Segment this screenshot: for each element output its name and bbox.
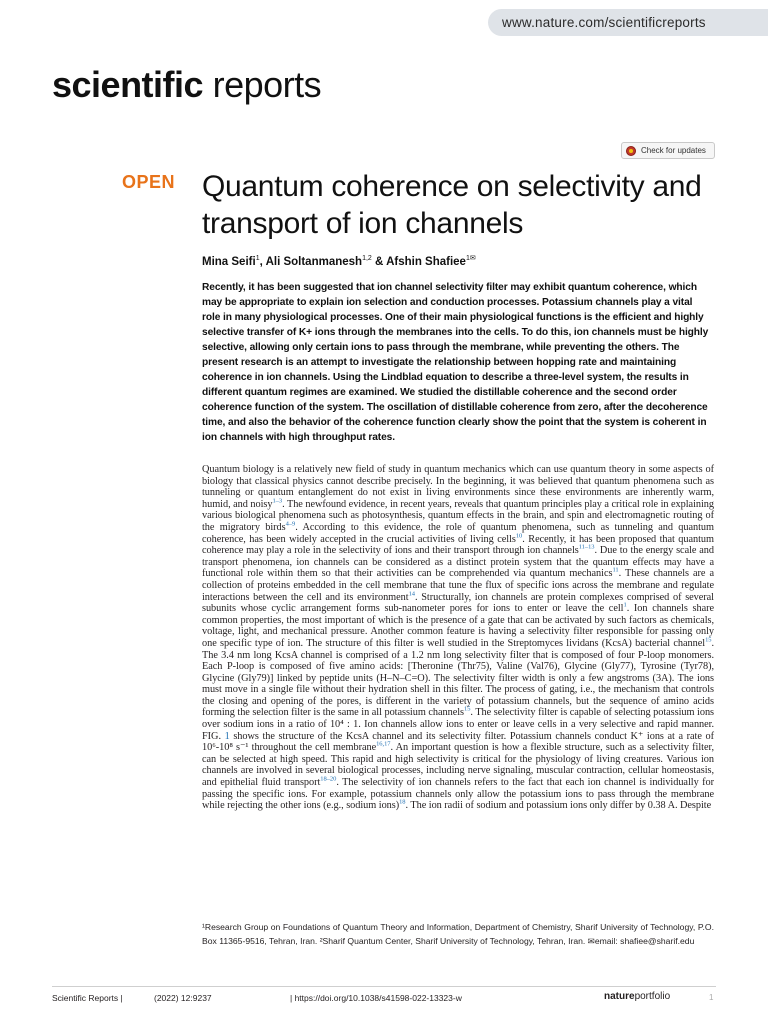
body-text-run: . The newfound evidence, in recent years, reveals that quantum principles play a critical role in explaining various biological phenomena such as photosynthesis, quantum effects in the brain, and spin and electromagnetic routing of the migratory birds	[202, 498, 714, 533]
body-text-run: . Structurally, ion channels are protein complexes comprised of several subunits whose cyclic arrangement forms sub-nanometer pores for ions to enter or leave the cell	[202, 591, 714, 615]
citation-link[interactable]: 4–9	[285, 520, 296, 528]
footer-doi[interactable]: | https://doi.org/10.1038/s41598-022-13323-w	[290, 993, 462, 1003]
citation-link[interactable]: 11	[612, 566, 619, 574]
author-2[interactable]: Ali Soltanmanesh$^{1,2}$	[265, 255, 372, 268]
page-footer	[52, 986, 716, 1009]
footer-journal: Scientific Reports |	[52, 993, 123, 1003]
article-title: Quantum coherence on selectivity and transport of ion channels	[202, 170, 702, 240]
journal-logo-bold: scientific	[52, 64, 204, 105]
publisher-logo: natureportfolio	[604, 991, 671, 1002]
top-bar	[0, 0, 768, 42]
abstract: Recently, it has been suggested that ion channel selectivity filter may exhibit quantum coherence, which may be appropriate to explain ion selection and conduction processes. Potassium channels play a vital role in many physiological processes. One of their main physiological functions is the efficient and highly selective transfer of K+ ions through the membranes into the cells. To do this, ion channels must be highly selective, allowing only certain ions to pass through the membrane, while preventing the others. The present research is an attempt to investigate the relationship between hopping rate and maintaining coherence in ion channels. Using the Lindblad equation to describe a three-level system, the results in different quantum regimes are examined. We studied the distillable coherence and the second order coherence function of the system. The oscillation of distillable coherence from zero, after the decoherence time, and also the behavior of the coherence function clearly show the point that the system is coherent in ion channels with high throughput rates.	[202, 282, 709, 443]
journal-url[interactable]: www.nature.com/scientificreports	[488, 9, 768, 36]
body-text-run: . Recently, it has been proposed that quantum coherence may play a role in the selectivity of ions and their transport through ion channels	[202, 533, 714, 557]
check-for-updates-label: Check for updates	[641, 146, 706, 155]
citation-link[interactable]: 18	[399, 798, 406, 806]
body-text-run: . Due to the energy scale and transport phenomena, ion channels can be considered as a distinct protein system that the quantum effects may have a functional role within them so that their activities can be comprehended via quantum mechanics	[202, 545, 714, 580]
body-text-run: . Ion channels share common properties, the most important of which is the presence of a gate that can be activated by such factors as chemicals, voltage, light, and mechanical pressure. Another common feature is having a selectivity filter responsible for passing only one specific type of ion. The structure of this filter is well studied in the Streptomyces lividans (KcsA) bacterial channel	[202, 603, 714, 649]
footer-volume: (2022) 12:9237	[154, 993, 212, 1003]
citation-link[interactable]: 10	[515, 532, 523, 540]
body-text-run: . According to this evidence, the role of quantum phenomena, such as tunneling and quantum coherence, has been widely accepted in the crucial activities of living cells	[202, 521, 714, 545]
body-text-run: shows the structure of the KcsA channel and its selectivity filter. Potassium channels conduct K⁺ ions at a rate of 10⁶-10⁸ s⁻¹ throughout the cell membrane	[202, 730, 714, 754]
body-text-run: . The ion radii of sodium and potassium ions only differ by 0.38 A. Despite	[405, 800, 712, 812]
affiliations: ¹Research Group on Foundations of Quantum Theory and Information, Department of Chemistry, Sharif University of Technology, P.O. Box 11365-9516, Tehran, Iran. ²Sharif Quantum Center, Sharif University of Technology, Tehran, Iran. ✉email: shafiee@sharif.edu	[202, 922, 714, 946]
author-1[interactable]: Mina Seifi$^1$	[202, 255, 260, 268]
check-for-updates-button[interactable]	[621, 142, 715, 159]
citation-link[interactable]: 15	[705, 636, 712, 644]
crossmark-icon	[626, 146, 636, 156]
body-text-run: . An important question is how a flexible structure, such as a selectivity filter, can be selected at high speed. This rapid and high selectivity is critical for the physiology of living creatures. Various ion channels are involved in several biological processes, including nerve signaling, muscular contraction, cellular homeostasis, and epithelial fluid transport	[202, 742, 714, 789]
citation-link[interactable]: 11–13	[578, 543, 595, 551]
figure-link[interactable]: 1	[224, 730, 230, 742]
body-text-run: . The selectivity filter is capable of selecting potassium ions over sodium ions in a ratio of 10⁴ : 1. Ion channels allow ions to enter or leave cells in a very selective and rapid manner. FIG.	[202, 707, 715, 742]
author-list: Mina Seifi$^1$, Ali Soltanmanesh$^{1,2}$ & Afshin Shafiee$^{1✉}$	[202, 255, 476, 268]
page-number: 1	[709, 993, 714, 1002]
citation-link[interactable]: 14	[408, 590, 415, 598]
body-text-run: . These channels are a collection of proteins embedded in the cell membrane that tune the flux of specific ions across the membrane and regulate interactions between the cell and its environment	[202, 568, 714, 603]
citation-link[interactable]: 15	[464, 706, 471, 714]
body-text-run: . The 3.4 nm long KcsA channel is comprised of a 1.2 nm long selectivity filter that is composed of four P-loop monomers. Each P-loop is composed of five amino acids: [Theronine (Thr75), Valine (Val76), Glycine (Gly77), Tyrosine (Tyr78), Glycine (Gly79)] linked by peptide units (H–N–C=O). The selectivity filter width is only a few angstroms (3A). The ions must move in a single file without their hydration shell in this filter. The process of gating, i.e., the mechanism that controls the closing and opening of the pores, is different in the variety of potassium channels, but the sequence of amino acids forming the selection filter is the same in all potassium channels	[202, 637, 714, 719]
body-text	[202, 464, 714, 812]
citation-link[interactable]: 16,17	[376, 740, 391, 748]
journal-logo[interactable]	[52, 64, 321, 106]
open-access-badge: OPEN	[122, 172, 176, 192]
body-text-run: Quantum biology is a relatively new field of study in quantum mechanics which can use quantum theory in some aspects of biology that classical physics cannot describe precisely. In the beginning, it was believed that quantum phenomena such as tunneling or quantum entanglement do not exist in living environments since these environments are inherently warm, humid, and noisy	[202, 464, 714, 510]
citation-link[interactable]: 1–3	[272, 497, 283, 505]
citation-link[interactable]: 1	[623, 601, 627, 609]
citation-link[interactable]: 18–20	[320, 775, 337, 783]
body-text-run: . The selectivity of ion channels refers to the fact that each ion channel is individually for passing the specific ions. For example, potassium channels only allow the potassium ions to pass through the membrane while rejecting the other ions (e.g., sodium ions)	[202, 777, 715, 812]
author-3[interactable]: Afshin Shafiee$^{1✉}$	[386, 255, 476, 268]
journal-logo-light: reports	[212, 64, 322, 105]
